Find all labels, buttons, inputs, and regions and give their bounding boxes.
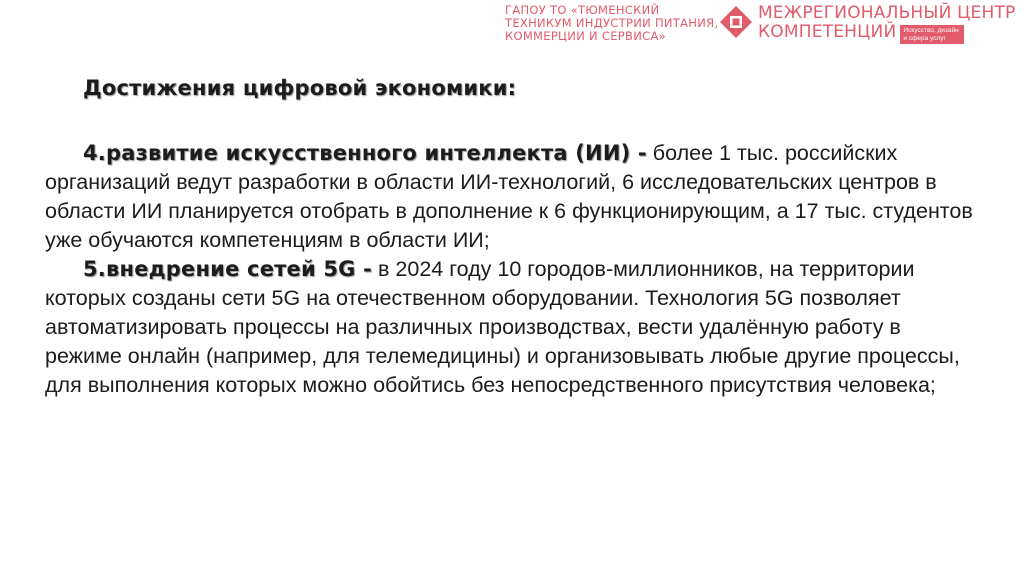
competence-center-tagline: Искусство, дизайн и сфера услуг bbox=[900, 25, 964, 44]
college-name-line-3: КОММЕРЦИИ И СЕРВИСА» bbox=[505, 29, 666, 43]
slide-content bbox=[45, 73, 980, 400]
competence-center-name bbox=[758, 4, 1016, 44]
college-name bbox=[505, 4, 718, 43]
college-name-line-1: ГАПОУ ТО «ТЮМЕНСКИЙ bbox=[505, 3, 660, 17]
red-diamond-logo-icon bbox=[719, 5, 753, 39]
competence-center-line-1: МЕЖРЕГИОНАЛЬНЫЙ ЦЕНТР bbox=[758, 3, 1016, 23]
achievement-paragraph-ai bbox=[45, 139, 980, 255]
achievement-text-ai: более 1 тыс. российских организаций ведут разработки в области ИИ-технологий, 6 исследовательских центров в области ИИ планируется отобрать в дополнение к 6 функционирующим, а 17 тыс. студентов уже обучаются компетенциям в области ИИ; bbox=[45, 141, 973, 252]
achievement-lead-ai: 4.развитие искусственного интеллекта (ИИ) - bbox=[83, 141, 647, 165]
achievement-lead-5g: 5.внедрение сетей 5G - bbox=[83, 257, 373, 281]
achievement-paragraph-5g bbox=[45, 255, 980, 400]
slide-title: Достижения цифровой экономики: bbox=[83, 76, 517, 100]
slide-header bbox=[0, 0, 1024, 60]
achievement-text-5g: в 2024 году 10 городов-миллионников, на территории которых созданы сети 5G на отечественном оборудовании. Технология 5G позволяет автоматизировать процессы на различных производствах, вести удалённую работу в режиме онлайн (например, для телемедицины) и организовывать любые другие процессы, для выполнения которых можно обойтись без непосредственного присутствия человека; bbox=[45, 257, 960, 397]
college-name-line-2: ТЕХНИКУМ ИНДУСТРИИ ПИТАНИЯ, bbox=[505, 16, 719, 30]
competence-center-line-2: КОМПЕТЕНЦИЙ bbox=[758, 22, 897, 42]
